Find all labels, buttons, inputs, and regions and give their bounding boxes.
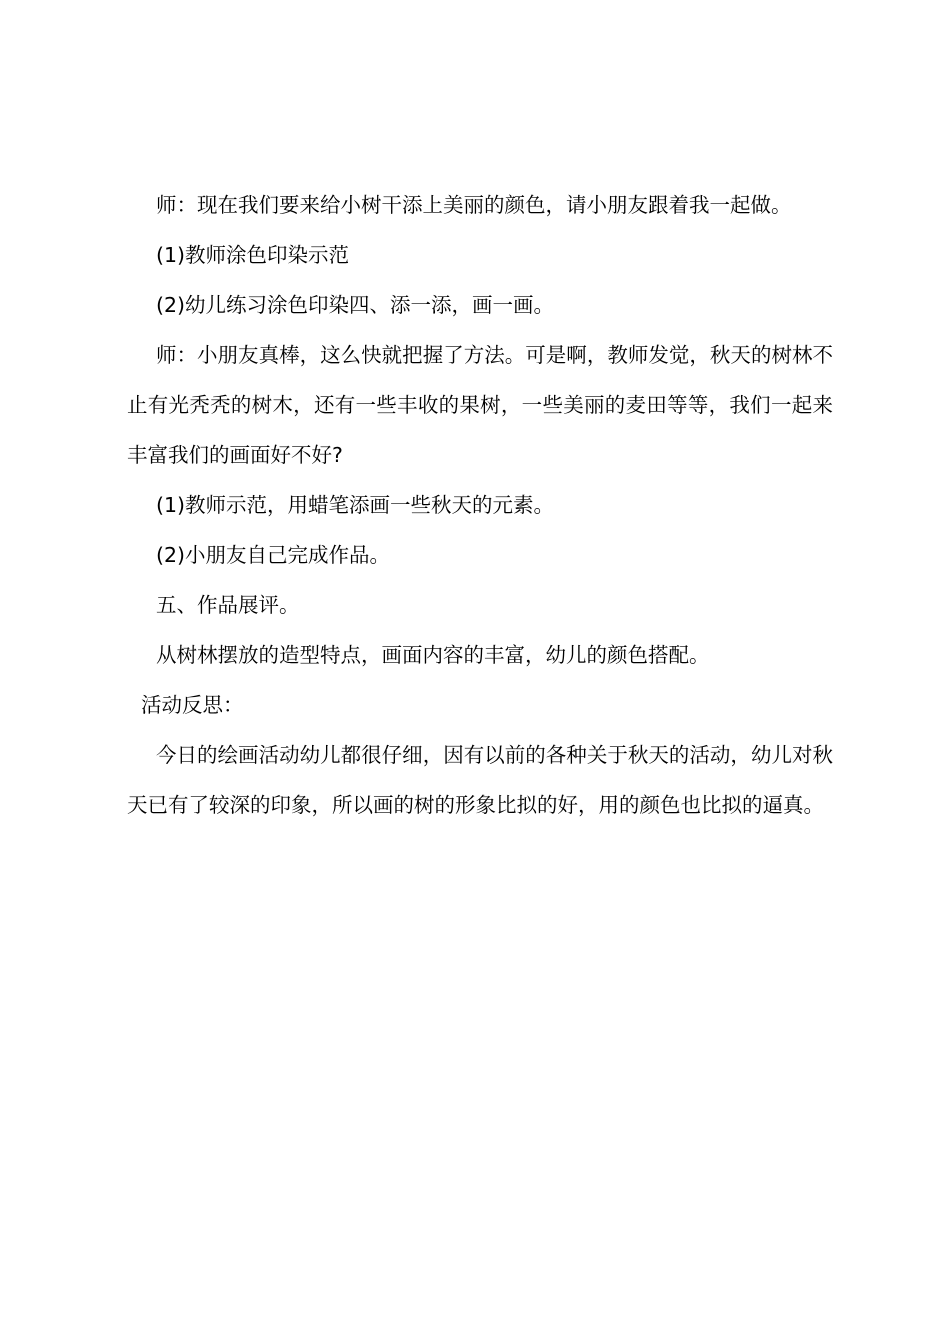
paragraph-step-teacher-demo: (1)教师涂色印染示范 [156, 243, 350, 267]
paragraph-step-crayon-demo: (1)教师示范，用蜡笔添画一些秋天的元素。 [156, 493, 555, 517]
section-heading-reflection: 活动反思： [141, 693, 244, 717]
document-body [127, 180, 833, 830]
paragraph-teacher-praise: 师：小朋友真棒，这么快就把握了方法。可是啊，教师发觉，秋天的树林不止有光秃秃的树木，还有一些丰收的果树，一些美丽的麦田等等，我们一起来丰富我们的画面好不好? [127, 343, 833, 467]
paragraph-step-children-practice: (2)幼儿练习涂色印染四、添一添，画一画。 [156, 293, 555, 317]
paragraph-evaluation-criteria: 从树林摆放的造型特点，画面内容的丰富，幼儿的颜色搭配。 [156, 643, 710, 667]
section-heading-evaluation: 五、作品展评。 [156, 593, 300, 617]
paragraph-step-children-complete: (2)小朋友自己完成作品。 [156, 543, 391, 567]
paragraph-reflection: 今日的绘画活动幼儿都很仔细，因有以前的各种关于秋天的活动，幼儿对秋天已有了较深的印象，所以画的树的形象比拟的好，用的颜色也比拟的逼真。 [127, 743, 833, 817]
paragraph-teacher-coloring: 师：现在我们要来给小树干添上美丽的颜色，请小朋友跟着我一起做。 [156, 193, 792, 217]
